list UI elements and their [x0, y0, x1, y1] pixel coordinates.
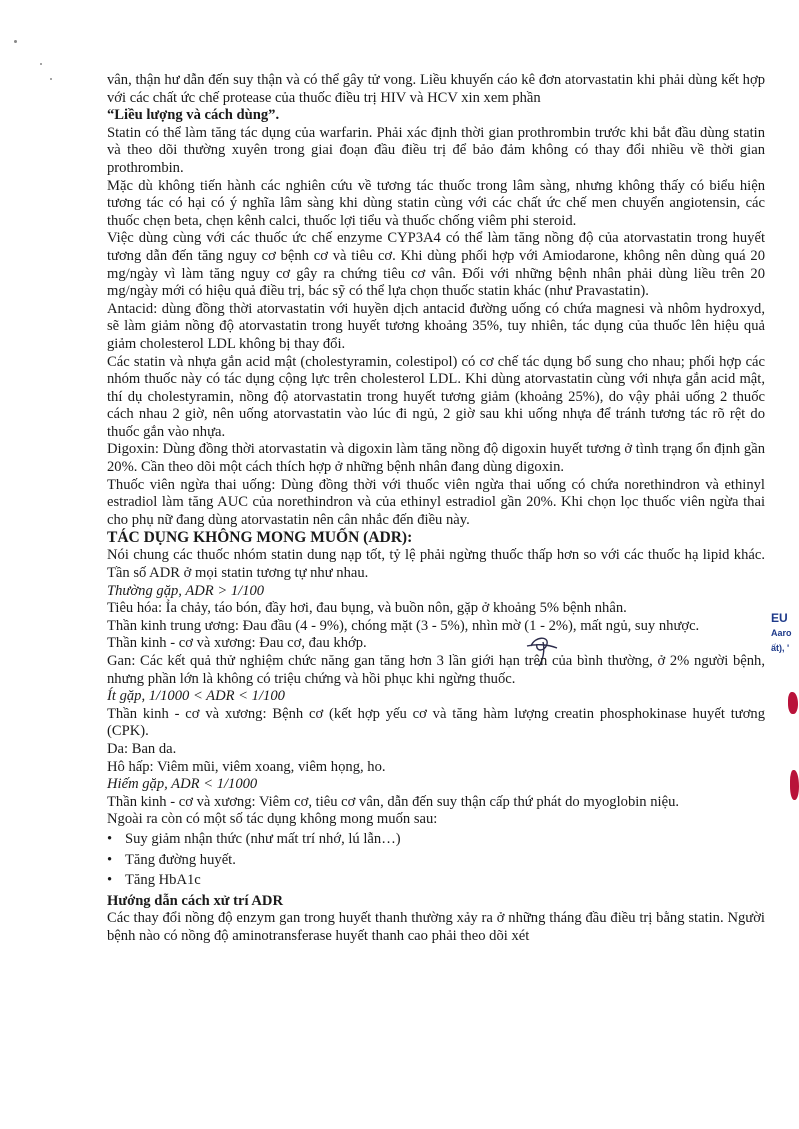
document-page	[107, 72, 765, 946]
adr-item: Thần kinh - cơ và xương: Bệnh cơ (kết hợp yếu cơ và tăng hàm lượng creatin phosphokinase huyết tương (CPK).	[107, 705, 765, 740]
red-ink-mark	[788, 692, 798, 714]
paragraph: Việc dùng cùng với các thuốc ức chế enzyme CYP3A4 có thể làm tăng nồng độ của atorvastatin trong huyết tương dẫn đến tăng nguy cơ bệnh cơ và tiêu cơ. Khi dùng phối hợp với Amiodarone, không nên dùng quá 20 mg/ngày vì làm tăng nguy cơ gây ra chứng tiêu cơ vân. Đối với những bệnh nhân phải dùng liều trên 20 mg/ngày mới có hiệu quả điều trị, bác sỹ có thể lựa chọn thuốc statin khác (như Pravastatin).	[107, 230, 765, 300]
scan-speck	[40, 63, 42, 65]
paragraph	[107, 72, 765, 107]
frequency-common: Thường gặp, ADR > 1/100	[107, 582, 265, 599]
stamp-line: Aaro	[771, 628, 792, 638]
paragraph: Các thay đổi nồng độ enzym gan trong huyết thanh thường xảy ra ở những tháng đầu điều trị bằng statin. Người bệnh nào có nồng độ aminotransferase huyết thanh cao phải theo dõi xét	[107, 910, 765, 944]
paragraph-text: vân, thận hư dẫn đến suy thận và có thể gây tử vong. Liều khuyến cáo kê đơn atorvastatin khi phải dùng kết hợp với các chất ức chế protease của thuốc điều trị HIV và HCV xin xem phần	[107, 72, 765, 106]
adr-item: Tiêu hóa: Ỉa chảy, táo bón, đầy hơi, đau bụng, và buồn nôn, gặp ở khoảng 5% bệnh nhân.	[107, 600, 627, 617]
list-item: • Suy giảm nhận thức (như mất trí nhớ, lú lẫn…)	[125, 831, 765, 849]
frequency-rare: Hiếm gặp, ADR < 1/1000	[107, 776, 258, 793]
red-ink-mark	[790, 770, 799, 800]
other-adr-intro: Ngoài ra còn có một số tác dụng không mong muốn sau:	[107, 811, 438, 828]
adr-intro: Nói chung các thuốc nhóm statin dung nạp tốt, tỷ lệ phải ngừng thuốc thấp hơn so với các thuốc hạ lipid khác. Tần số ADR ở mọi statin tương tự như nhau.	[107, 547, 765, 582]
bold-reference: “Liều lượng và cách dùng”.	[107, 107, 280, 124]
section-heading-adr: TÁC DỤNG KHÔNG MONG MUỐN (ADR):	[107, 529, 413, 547]
list-item: • Tăng HbA1c	[125, 872, 765, 890]
frequency-uncommon: Ít gặp, 1/1000 < ADR < 1/100	[107, 688, 285, 705]
paragraph: Các statin và nhựa gắn acid mật (cholestyramin, colestipol) có cơ chế tác dụng bổ sung cho nhau; phối hợp các nhóm thuốc này có tác dụng cộng lực trên cholesterol LDL. Khi dùng atorvastatin cùng với nhựa gắn acid mật, thí dụ cholestyramin, nồng độ atorvastatin trong huyết tương giảm (khoảng 25%), do vậy phải uống 2 thuốc cách nhau 2 giờ, nên uống atorvastatin vào lúc đi ngủ, 2 giờ sau khi uống nhựa để tránh tương tác rõ rệt do thuốc gắn vào nhựa.	[107, 353, 765, 440]
stamp-line: ất), '	[771, 643, 790, 653]
adr-item: Thần kinh trung ương: Đau đầu (4 - 9%), chóng mặt (3 - 5%), nhìn mờ (1 - 2%), mất ngủ, suy nhược.	[107, 617, 700, 634]
paragraph: Mặc dù không tiến hành các nghiên cứu về tương tác thuốc trong lâm sàng, nhưng không thấy có biểu hiện tương tác có hại có ý nghĩa lâm sàng khi dùng statin cùng với các chất ức chế men chuyển angiotensin, các thuốc chẹn beta, chẹn kênh calci, thuốc lợi tiểu và thuốc chống viêm phi steroid.	[107, 177, 765, 229]
paragraph: Statin có thể làm tăng tác dụng của warfarin. Phải xác định thời gian prothrombin trước khi bắt đầu dùng statin và theo dõi thường xuyên trong giai đoạn đầu điều trị để bảo đảm không có thay đổi nhiều về thời gian prothrombin.	[107, 124, 765, 176]
adr-item: Da: Ban da.	[107, 740, 177, 757]
adr-item: Gan: Các kết quả thử nghiệm chức năng gan tăng hơn 3 lần giới hạn trên của bình thường, ở 2% người bệnh, nhưng phần lớn là không có triệu chứng và hồi phục khi ngừng thuốc.	[107, 653, 765, 687]
paragraph: Antacid: dùng đồng thời atorvastatin với huyền dịch antacid đường uống có chứa magnesi và nhôm hydroxyd, sẽ làm giảm nồng độ atorvastatin trong huyết tương khoảng 35%, tuy nhiên, tác dụng của thuốc lên hiệu quả giảm cholesterol LDL không bị thay đổi.	[107, 300, 765, 352]
bullet-list	[107, 831, 765, 890]
section-heading-guide: Hướng dẫn cách xử trí ADR	[107, 892, 284, 909]
adr-item: Hô hấp: Viêm mũi, viêm xoang, viêm họng, ho.	[107, 758, 386, 775]
stamp-fragment	[771, 612, 792, 654]
adr-item: Thần kinh - cơ và xương: Đau cơ, đau khớp.	[107, 635, 367, 652]
list-item: • Tăng đường huyết.	[125, 852, 765, 870]
paragraph: Digoxin: Dùng đồng thời atorvastatin và digoxin làm tăng nồng độ digoxin huyết tương ở tình trạng ổn định gần 20%. Cần theo dõi một cách thích hợp ở những bệnh nhân đang dùng digoxin.	[107, 441, 765, 476]
scan-speck	[50, 78, 52, 80]
adr-item: Thần kinh - cơ và xương: Viêm cơ, tiêu cơ vân, dẫn đến suy thận cấp thứ phát do myoglobin niệu.	[107, 793, 680, 810]
paragraph: Thuốc viên ngừa thai uống: Dùng đồng thời với thuốc viên ngừa thai uống có chứa norethindron và ethinyl estradiol làm tăng AUC của norethindron và của ethinyl estradiol gần 20%. Khi chọn lọc thuốc viên ngừa thai cho phụ nữ đang dùng atorvastatin nên cân nhắc đến điều này.	[107, 476, 765, 528]
scan-speck	[14, 40, 17, 43]
stamp-line: EU	[771, 611, 788, 625]
